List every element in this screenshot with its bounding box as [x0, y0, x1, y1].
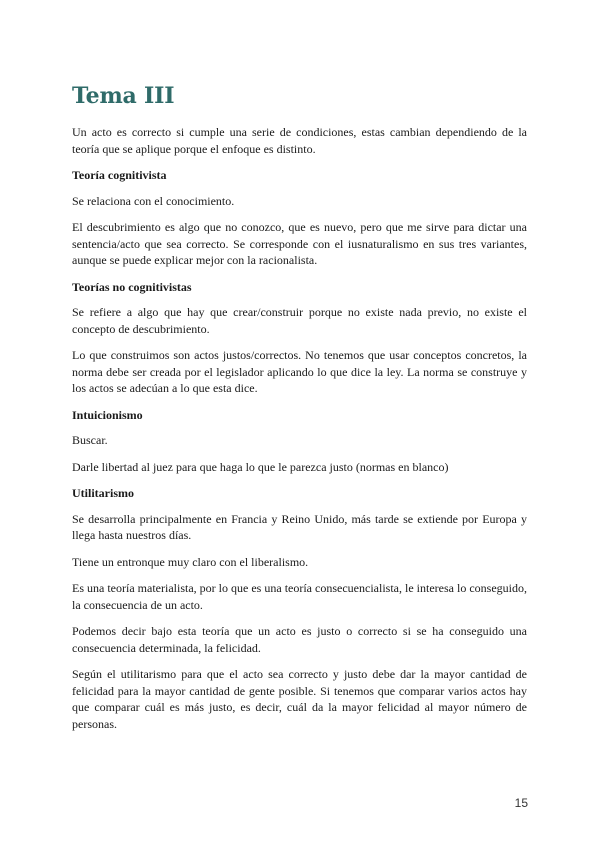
paragraph: Lo que construimos son actos justos/correctos. No tenemos que usar conceptos concretos, la norma debe ser creada por el legislador aplicando lo que dice la ley. La norma se construye y los actos se adecúan a lo que esta dice.: [72, 348, 527, 395]
page-number: 15: [514, 796, 528, 810]
paragraph: El descubrimiento es algo que no conozco, que es nuevo, pero que me sirve para dictar una sentencia/acto que sea correcto. Se corresponde con el iusnaturalismo en sus tres variantes, aunque se puede explicar mejor con la racionalista.: [72, 220, 527, 267]
section-heading-utilitarismo: Utilitarismo: [72, 486, 134, 500]
paragraph: Se relaciona con el conocimiento.: [72, 193, 235, 208]
document-body: [72, 124, 527, 742]
paragraph: Darle libertad al juez para que haga lo que le parezca justo (normas en blanco): [72, 459, 449, 474]
paragraph: Podemos decir bajo esta teoría que un acto es justo o correcto si se ha conseguido una consecuencia determinada, la felicidad.: [72, 624, 527, 655]
paragraph: Se desarrolla principalmente en Francia y Reino Unido, más tarde se extiende por Europa y llega hasta nuestros días.: [72, 511, 527, 542]
paragraph-intro: Un acto es correcto si cumple una serie de condiciones, estas cambian dependiendo de la teoría que se aplique porque el enfoque es distinto.: [72, 125, 527, 156]
paragraph: Buscar.: [72, 433, 108, 447]
paragraph: Es una teoría materialista, por lo que es una teoría consecuencialista, le interesa lo conseguido, la consecuencia de un acto.: [72, 581, 527, 612]
section-heading-cognitivista: Teoría cognitivista: [72, 168, 167, 182]
page-title: Tema III: [72, 83, 175, 109]
section-heading-intuicionismo: Intuicionismo: [72, 407, 143, 422]
paragraph: Tiene un entronque muy claro con el liberalismo.: [72, 554, 309, 569]
section-heading-no-cognitivistas: Teorías no cognitivistas: [72, 279, 192, 294]
paragraph: Se refiere a algo que hay que crear/construir porque no existe nada previo, no existe el concepto de descubrimiento.: [72, 305, 527, 336]
paragraph: Según el utilitarismo para que el acto sea correcto y justo debe dar la mayor cantidad de felicidad para la mayor cantidad de gente posible. Si tenemos que comparar varios actos hay que comparar cuál es más justo, es decir, cuál da la mayor felicidad al mayor número de personas.: [72, 667, 527, 731]
